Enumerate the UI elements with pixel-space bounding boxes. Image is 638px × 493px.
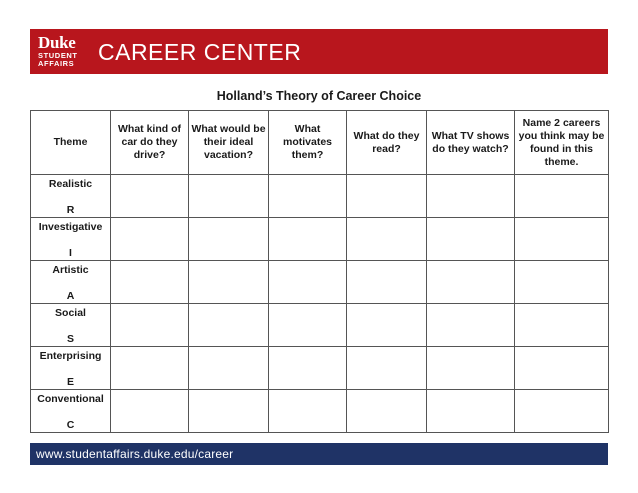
answer-cell[interactable] — [111, 304, 189, 347]
column-header-tv-shows: What TV shows do they watch? — [427, 111, 515, 175]
answer-cell[interactable] — [347, 304, 427, 347]
table-row — [31, 175, 609, 218]
column-header-car: What kind of car do they drive? — [111, 111, 189, 175]
theme-letter: A — [66, 290, 75, 302]
theme-name: Enterprising — [39, 350, 102, 362]
answer-cell[interactable] — [427, 175, 515, 218]
table-row — [31, 390, 609, 433]
theme-cell-artistic — [31, 261, 111, 304]
page-title: Holland’s Theory of Career Choice — [216, 89, 422, 103]
answer-cell[interactable] — [427, 390, 515, 433]
theme-letter: I — [69, 247, 72, 259]
answer-cell[interactable] — [269, 390, 347, 433]
answer-cell[interactable] — [269, 347, 347, 390]
theme-letter: S — [66, 333, 74, 345]
answer-cell[interactable] — [427, 347, 515, 390]
career-center-title: CAREER CENTER — [98, 39, 302, 65]
answer-cell[interactable] — [189, 218, 269, 261]
table-header-row — [31, 111, 609, 175]
column-header-careers: Name 2 careers you think may be found in this theme. — [515, 111, 609, 175]
theme-letter: R — [66, 204, 75, 216]
theme-name: Social — [55, 307, 86, 319]
answer-cell[interactable] — [515, 261, 609, 304]
column-header-motivates: What motivates them? — [269, 111, 347, 175]
table-row — [31, 304, 609, 347]
answer-cell[interactable] — [189, 261, 269, 304]
answer-cell[interactable] — [347, 390, 427, 433]
answer-cell[interactable] — [427, 261, 515, 304]
answer-cell[interactable] — [269, 261, 347, 304]
logo-duke-text: Duke — [38, 33, 76, 52]
footer-url-link[interactable]: www.studentaffairs.duke.edu/career — [36, 447, 234, 461]
table-row — [31, 218, 609, 261]
header-banner — [30, 29, 608, 74]
answer-cell[interactable] — [189, 390, 269, 433]
theme-name: Artistic — [52, 264, 89, 276]
theme-cell-realistic — [31, 175, 111, 218]
logo-sub-line-2: AFFAIRS — [38, 59, 75, 68]
answer-cell[interactable] — [515, 347, 609, 390]
theme-name: Investigative — [38, 221, 103, 233]
theme-cell-social — [31, 304, 111, 347]
answer-cell[interactable] — [347, 218, 427, 261]
theme-cell-enterprising — [31, 347, 111, 390]
table-row — [31, 347, 609, 390]
logo-sub-line-1: STUDENT — [38, 51, 78, 60]
theme-letter: C — [66, 419, 75, 431]
answer-cell[interactable] — [111, 261, 189, 304]
answer-cell[interactable] — [515, 218, 609, 261]
footer-banner — [30, 443, 608, 465]
answer-cell[interactable] — [269, 175, 347, 218]
answer-cell[interactable] — [189, 175, 269, 218]
career-choice-table — [30, 110, 609, 433]
table-row — [31, 261, 609, 304]
answer-cell[interactable] — [269, 304, 347, 347]
theme-cell-investigative — [31, 218, 111, 261]
theme-name: Realistic — [48, 178, 93, 190]
answer-cell[interactable] — [427, 304, 515, 347]
answer-cell[interactable] — [269, 218, 347, 261]
theme-cell-conventional — [31, 390, 111, 433]
answer-cell[interactable] — [515, 304, 609, 347]
answer-cell[interactable] — [189, 304, 269, 347]
duke-student-affairs-logo — [30, 29, 92, 74]
answer-cell[interactable] — [189, 347, 269, 390]
theme-letter: E — [66, 376, 74, 388]
answer-cell[interactable] — [347, 347, 427, 390]
answer-cell[interactable] — [515, 175, 609, 218]
column-header-theme: Theme — [31, 111, 111, 175]
answer-cell[interactable] — [111, 218, 189, 261]
answer-cell[interactable] — [427, 218, 515, 261]
answer-cell[interactable] — [515, 390, 609, 433]
answer-cell[interactable] — [347, 261, 427, 304]
column-header-vacation: What would be their ideal vacation? — [189, 111, 269, 175]
answer-cell[interactable] — [111, 175, 189, 218]
theme-name: Conventional — [37, 393, 104, 405]
column-header-read: What do they read? — [347, 111, 427, 175]
answer-cell[interactable] — [347, 175, 427, 218]
answer-cell[interactable] — [111, 390, 189, 433]
answer-cell[interactable] — [111, 347, 189, 390]
